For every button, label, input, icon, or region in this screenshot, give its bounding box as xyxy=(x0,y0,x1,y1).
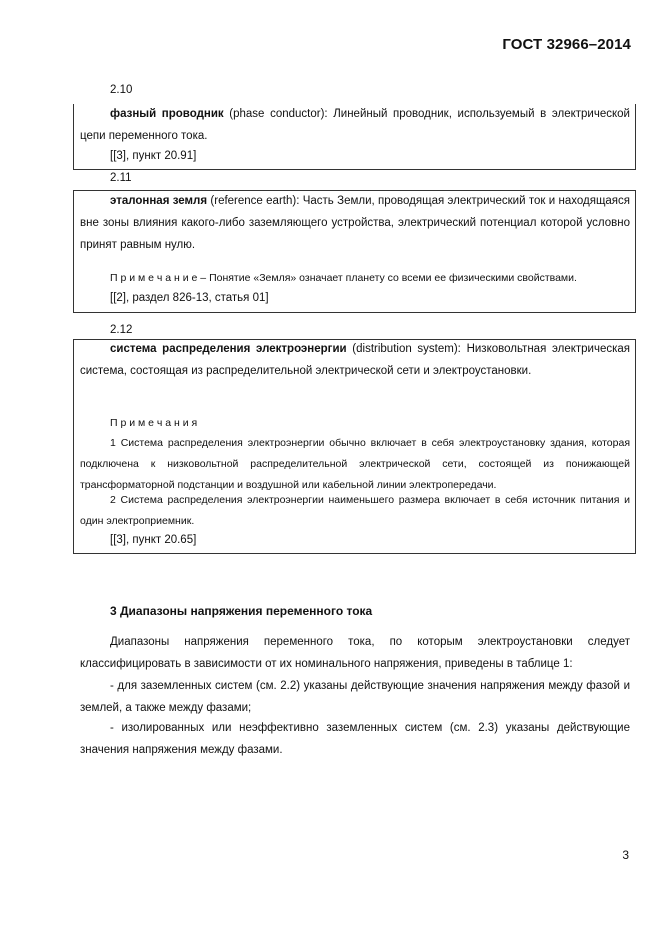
term-name: эталонная земля xyxy=(110,195,208,207)
definition-text: (reference earth): Часть Земли, проводящая электрический ток и находящаяся вне зоны влияния какого-либо заземляющего устройства, электрический потенциал которой условно принят равным нулю. xyxy=(80,195,631,251)
term-definition xyxy=(80,103,630,147)
section-paragraph: Диапазоны напряжения переменного тока, по которым электроустановки следует классифицировать в зависимости от их номинального напряжения, приведены в таблице 1: xyxy=(80,636,630,670)
notes-label: П р и м е ч а н и я xyxy=(110,417,198,429)
term-number: 2.12 xyxy=(110,324,133,336)
section-list-item: - для заземленных систем (см. 2.2) указаны действующие значения напряжения между фазой и землей, а также между фазами; xyxy=(80,680,630,714)
term-name: система распределения электроэнергии xyxy=(110,343,347,355)
term-source: [[2], раздел 826-13, статья 01] xyxy=(110,292,269,304)
note-item: 2 Система распределения электроэнергии наименьшего размера включает в себя источник питания и один электроприемник. xyxy=(80,494,630,527)
note-label: П р и м е ч а н и е xyxy=(110,272,198,284)
note-text: – Понятие «Земля» означает планету со всеми ее физическими свойствами. xyxy=(197,272,577,284)
document-id: ГОСТ 32966–2014 xyxy=(502,36,631,53)
section-list-item: - изолированных или неэффективно заземленных систем (см. 2.3) указаны действующие значения напряжения между фазами. xyxy=(80,722,630,756)
term-number: 2.10 xyxy=(110,84,133,96)
term-definition xyxy=(80,338,630,382)
term-note xyxy=(80,268,630,289)
page-number: 3 xyxy=(622,848,629,862)
term-definition xyxy=(80,190,630,256)
definition-text: (distribution system): Низковольтная электрическая система, состоящая из распределительной электрической сети и электроустановки. xyxy=(80,343,631,377)
note-item: 1 Система распределения электроэнергии обычно включает в себя электроустановку здания, которая подключена к низковольтной распределительной электрической сети, состоящей из понижающей трансформаторной подстанции и воздушной или кабельной линии электропередачи. xyxy=(80,437,630,491)
section-title: 3 Диапазоны напряжения переменного тока xyxy=(110,604,373,618)
term-source: [[3], пункт 20.65] xyxy=(110,534,197,546)
term-source: [[3], пункт 20.91] xyxy=(110,150,197,162)
definition-text: (phase conductor): Линейный проводник, используемый в электрической цепи переменного тока. xyxy=(80,108,630,142)
term-name: фазный проводник xyxy=(110,108,224,120)
term-number: 2.11 xyxy=(110,172,132,184)
